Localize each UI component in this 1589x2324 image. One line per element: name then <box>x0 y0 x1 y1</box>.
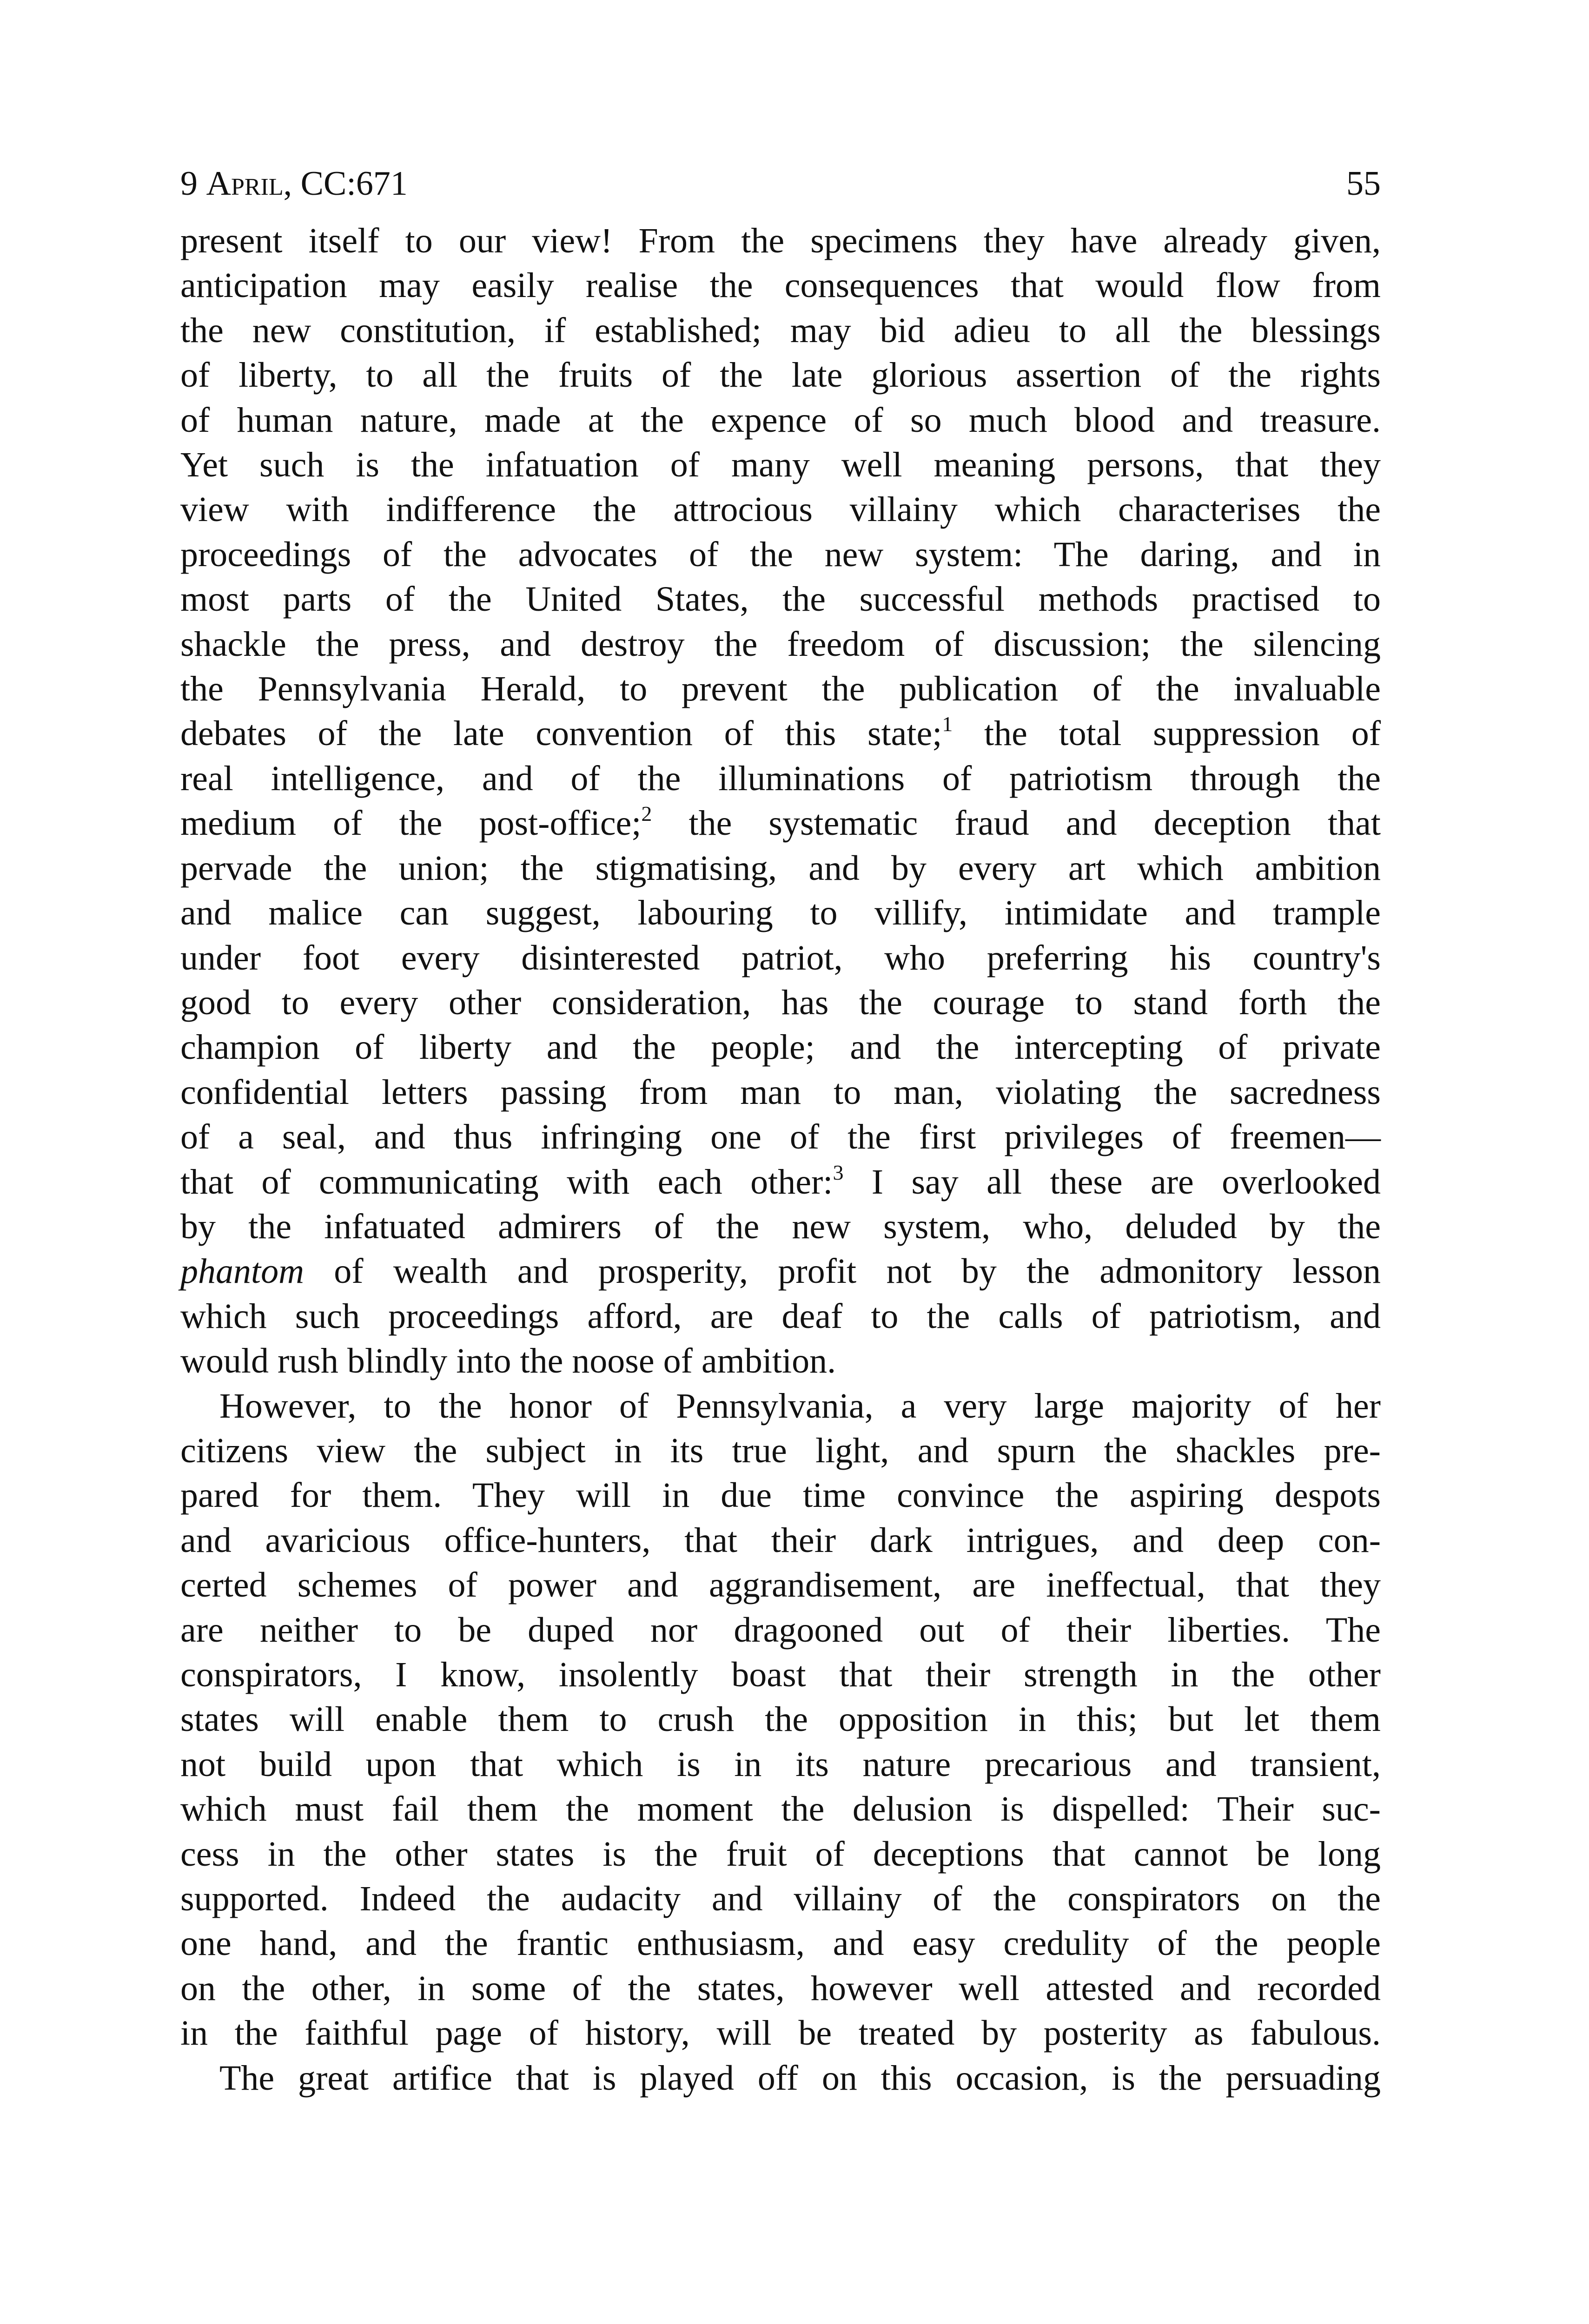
text-line: that of communicating with each other:$^3$ I say all these are overlooked <box>180 1160 1381 1202</box>
text-line: the Pennsylvania Herald, to prevent the publication of the invaluable <box>180 669 1381 709</box>
text-line: The great artifice that is played off on this occasion, is the persuading <box>219 2058 1381 2098</box>
text-line: confidential letters passing from man to man, violating the sacredness <box>180 1072 1381 1112</box>
text-line: and malice can suggest, labouring to villify, intimidate and trample <box>180 893 1381 933</box>
paragraph-3 <box>180 2056 1381 2100</box>
text-line: which such proceedings afford, are deaf to the calls of patriotism, and <box>180 1296 1381 1336</box>
text-line: not build upon that which is in its nature precarious and transient, <box>180 1744 1381 1784</box>
footnote-ref-2: 2 <box>641 802 652 826</box>
header-date-ref: 9 April, CC:671 <box>180 165 408 203</box>
text-line: phantom of wealth and prosperity, profit not by the admonitory lesson <box>180 1252 1381 1291</box>
text-line: cess in the other states is the fruit of deceptions that cannot be long <box>180 1834 1381 1874</box>
text-line: are neither to be duped nor dragooned out of their liberties. The <box>180 1610 1381 1650</box>
text-line: champion of liberty and the people; and the intercepting of private <box>180 1028 1381 1067</box>
text-line: under foot every disinterested patriot, who preferring his country's <box>180 938 1381 977</box>
footnote-ref-1: 1 <box>942 712 953 736</box>
text-line: real intelligence, and of the illuminations of patriotism through the <box>180 759 1381 798</box>
text-line: shackle the press, and destroy the freedom of discussion; the silencing <box>180 624 1381 664</box>
footnote-ref-3: 3 <box>833 1160 844 1184</box>
text-line: pared for them. They will in due time convince the aspiring despots <box>180 1476 1381 1515</box>
text-line: would rush blindly into the noose of ambition. <box>180 1341 836 1381</box>
text-line: good to every other consideration, has the courage to stand forth the <box>180 983 1381 1022</box>
text-line: debates of the late convention of this state;$^1$ the total suppression of <box>180 712 1381 753</box>
text-line: of human nature, made at the expence of so much blood and treasure. <box>180 400 1381 440</box>
text-line: in the faithful page of history, will be treated by posterity as fabulous. <box>180 2014 1381 2053</box>
text-line: medium of the post-office;$^2$ the systematic fraud and deception that <box>180 802 1381 843</box>
text-line: However, to the honor of Pennsylvania, a very large majority of her <box>219 1386 1381 1426</box>
text-line: pervade the union; the stigmatising, and by every art which ambition <box>180 848 1381 888</box>
paragraph-1 <box>180 218 1381 1384</box>
text-line: which must fail them the moment the delusion is dispelled: Their suc- <box>180 1789 1381 1829</box>
text-line: the new constitution, if established; may bid adieu to all the blessings <box>180 310 1381 350</box>
document-page <box>180 163 1381 2100</box>
text-line: of liberty, to all the fruits of the late glorious assertion of the rights <box>180 356 1381 395</box>
running-header <box>180 163 1381 205</box>
text-line: states will enable them to crush the opposition in this; but let them <box>180 1700 1381 1739</box>
text-line: citizens view the subject in its true light, and spurn the shackles pre- <box>180 1431 1381 1470</box>
text-line: supported. Indeed the audacity and villainy of the conspirators on the <box>180 1879 1381 1919</box>
text-line: proceedings of the advocates of the new system: The daring, and in <box>180 535 1381 574</box>
text-line: anticipation may easily realise the consequences that would flow from <box>180 266 1381 305</box>
paragraph-2 <box>180 1384 1381 2056</box>
text-line: of a seal, and thus infringing one of the first privileges of freemen— <box>180 1117 1381 1157</box>
text-line: and avaricious office-hunters, that their dark intrigues, and deep con- <box>180 1520 1381 1560</box>
text-line: view with indifference the attrocious villainy which characterises the <box>180 490 1381 529</box>
text-line: by the infatuated admirers of the new system, who, deluded by the <box>180 1207 1381 1246</box>
text-line: conspirators, I know, insolently boast that their strength in the other <box>180 1655 1381 1694</box>
text-line: one hand, and the frantic enthusiasm, and easy credulity of the people <box>180 1924 1381 1963</box>
text-line: certed schemes of power and aggrandisement, are ineffectual, that they <box>180 1565 1381 1605</box>
text-line: Yet such is the infatuation of many well meaning persons, that they <box>180 445 1381 485</box>
text-line: most parts of the United States, the successful methods practised to <box>180 580 1381 619</box>
italic-phantom: phantom <box>180 1252 304 1291</box>
body-text <box>180 218 1381 2100</box>
text-line: present itself to our view! From the specimens they have already given, <box>180 221 1381 260</box>
text-line: on the other, in some of the states, however well attested and recorded <box>180 1968 1381 2008</box>
page-number: 55 <box>1346 165 1381 203</box>
